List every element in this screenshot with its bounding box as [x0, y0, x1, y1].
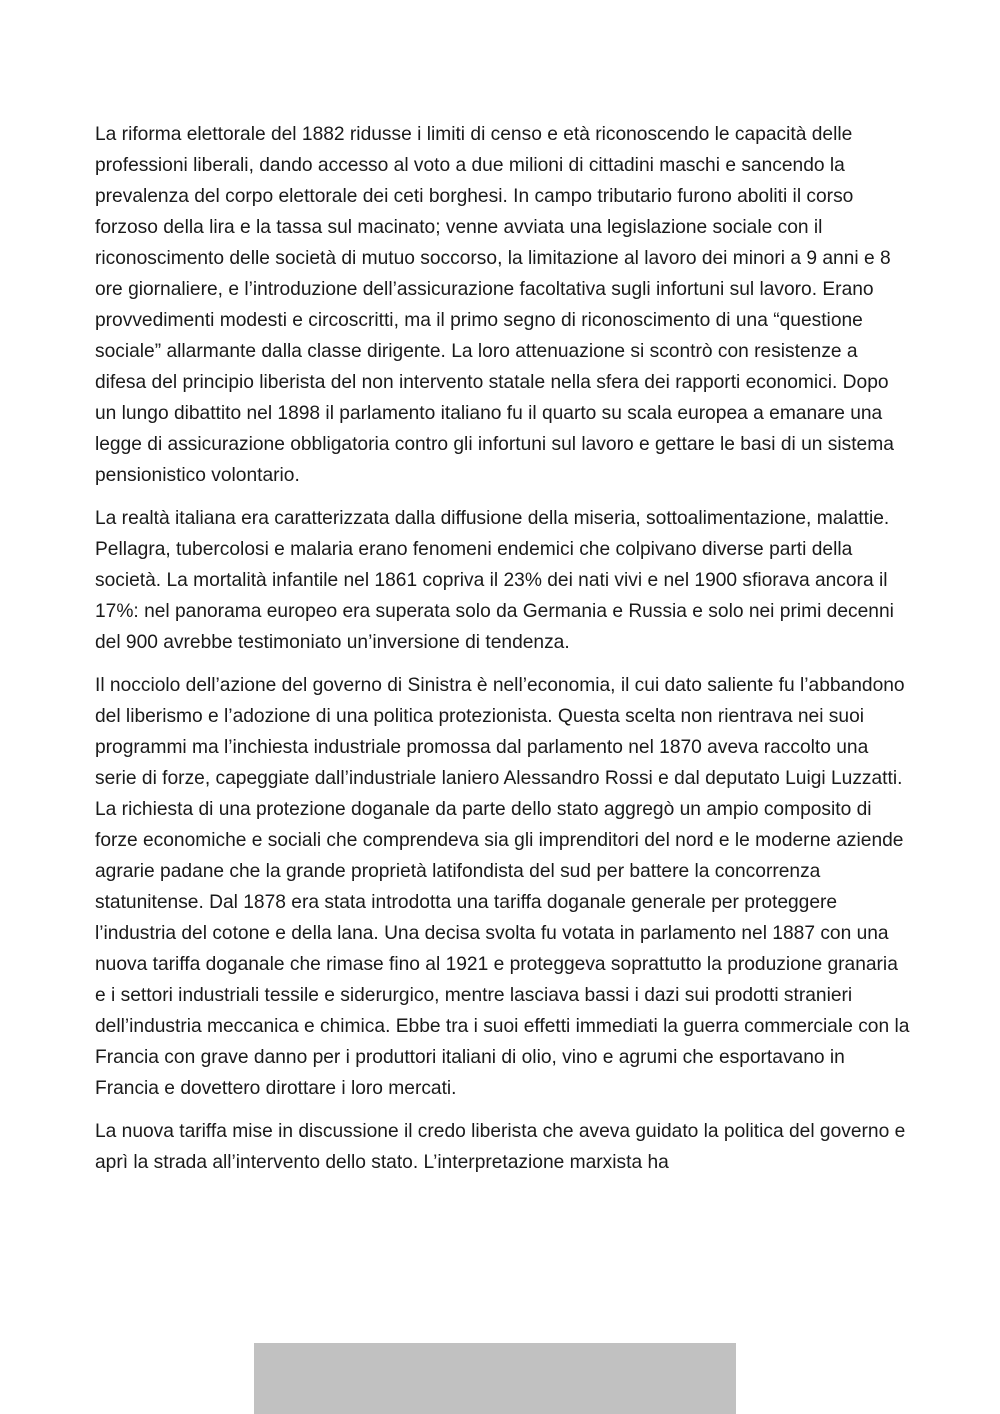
paragraph-social-conditions: La realtà italiana era caratterizzata dalla diffusione della miseria, sottoalimentazione, malattie. Pellagra, tubercolosi e malaria erano fenomeni endemici che colpivano diverse parti della società. La mortalità infantile nel 1861 copriva il 23% dei nati vivi e nel 1900 sfiorava ancora il 17%: nel panorama europeo era superata solo da Germania e Russia e solo nei primi decenni del 900 avrebbe testimoniato un’inversione di tendenza. — [95, 508, 894, 653]
paragraph-electoral-reform: La riforma elettorale del 1882 ridusse i limiti di censo e età riconoscendo le capacità delle professioni liberali, dando accesso al voto a due milioni di cittadini maschi e sancendo la prevalenza del corpo elettorale dei ceti borghesi. In campo tributario furono aboliti il corso forzoso della lira e la tassa sul macinato; venne avviata una legislazione sociale con il riconoscimento delle società di mutuo soccorso, la limitazione al lavoro dei minori a 9 anni e 8 ore giornaliere, e l’introduzione dell’assicurazione facoltativa sugli infortuni sul lavoro. Erano provvedimenti modesti e circoscritti, ma il primo segno di riconoscimento di una “questione sociale” allarmante dalla classe dirigente. La loro attenuazione si scontrò con resistenze a difesa del principio liberista del non intervento statale nella sfera dei rapporti economici. Dopo un lungo dibattito nel 1898 il parlamento italiano fu il quarto su scala europea a emanare una legge di assicurazione obbligatoria contro gli infortuni sul lavoro e gettare le basi di un sistema pensionistico volontario. — [95, 124, 894, 486]
footer-gray-bar — [254, 1343, 736, 1414]
document-body — [95, 119, 910, 1190]
paragraph-customs-tariff: La nuova tariffa mise in discussione il credo liberista che aveva guidato la politica del governo e aprì la strada all’intervento dello stato. L’interpretazione marxista ha — [95, 1121, 906, 1173]
paragraph-protectionism: Il nocciolo dell’azione del governo di Sinistra è nell’economia, il cui dato saliente fu l’abbandono del liberismo e l’adozione di una politica protezionista. Questa scelta non rientrava nei suoi programmi ma l’inchiesta industriale promossa dal parlamento nel 1870 aveva raccolto una serie di forze, capeggiate dall’industriale laniero Alessandro Rossi e dal deputato Luigi Luzzatti. La richiesta di una protezione doganale da parte dello stato aggregò un ampio composito di forze economiche e sociali che comprendeva sia gli imprenditori del nord e le moderne aziende agrarie padane che la grande proprietà latifondista del sud per battere la concorrenza statunitense. Dal 1878 era stata introdotta una tariffa doganale generale per proteggere l’industria del cotone e della lana. Una decisa svolta fu votata in parlamento nel 1887 con una nuova tariffa doganale che rimase fino al 1921 e proteggeva soprattutto la produzione granaria e i settori industriali tessile e siderurgico, mentre lasciava bassi i dazi sui prodotti stranieri dell’industria meccanica e chimica. Ebbe tra i suoi effetti immediati la guerra commerciale con la Francia con grave danno per i produttori italiani di olio, vino e agrumi che esportavano in Francia e dovettero dirottare i loro mercati. — [95, 675, 910, 1099]
